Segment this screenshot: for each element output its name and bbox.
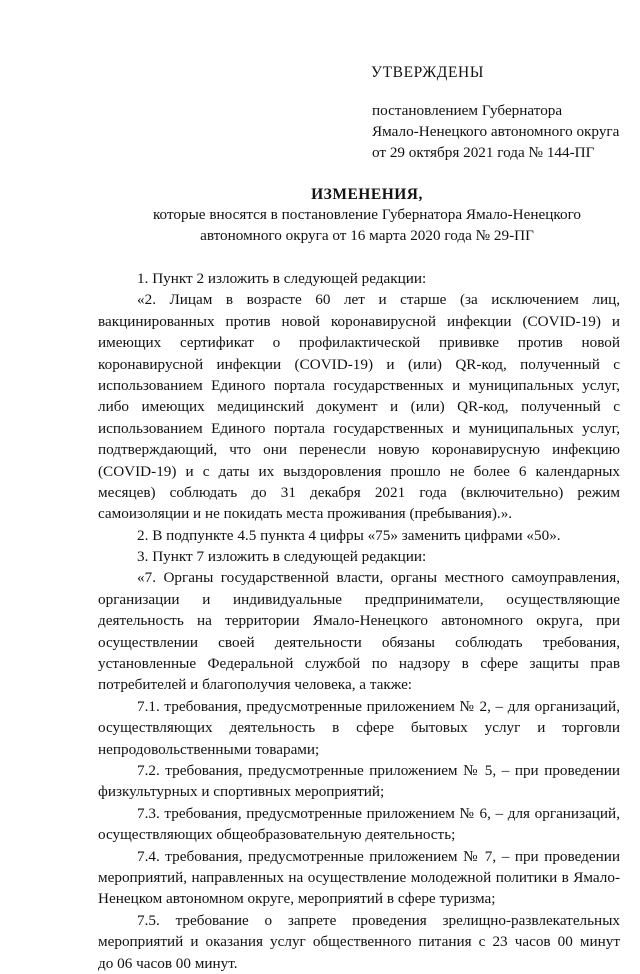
body-text-line: «2. Лицам в возрасте 60 лет и старше (за исключением лиц, xyxy=(137,291,620,309)
approval-line-1: постановлением Губернатора xyxy=(372,102,563,119)
body-text-line: 3. Пункт 7 изложить в следующей редакции: xyxy=(137,548,427,566)
body-text-line: физкультурных и спортивных мероприятий; xyxy=(98,783,385,801)
body-text-line: 7.5. требование о запрете проведения зрелищно-развлекательных xyxy=(137,911,620,929)
body-text-line: имеющих сертификат о профилактической прививке против новой xyxy=(98,334,620,352)
approval-line-3: от 29 октября 2021 года № 144-ПГ xyxy=(372,144,595,161)
body-text-line: мероприятий, направленных на осуществление молодежной политики в Ямало- xyxy=(98,868,620,886)
body-text-line: 7.2. требования, предусмотренные приложением № 5, – при проведении xyxy=(137,761,620,779)
body-text-line: использованием Единого портала государственных и муниципальных услуг, xyxy=(98,419,620,437)
body-text-line: осуществлении своей деятельности обязаны соблюдать требования, xyxy=(98,633,620,651)
body-text-line: до 06 часов 00 минут. xyxy=(98,954,238,972)
body-text-line: 2. В подпункте 4.5 пункта 4 цифры «75» заменить цифрами «50». xyxy=(137,526,561,544)
body-text-line: 7.3. требования, предусмотренные приложением № 6, – для организаций, xyxy=(137,804,620,822)
body-text-line: коронавирусной инфекции (COVID-19) и (или) QR-код, полученный с xyxy=(98,355,620,373)
body-text-line: потребителей и благополучия человека, а также: xyxy=(98,676,413,694)
body-text-line: организации и индивидуальные предприниматели, осуществляющие xyxy=(98,590,620,608)
body-text-line: «7. Органы государственной власти, органы местного самоуправления, xyxy=(137,569,620,587)
approval-heading: УТВЕРЖДЕНЫ xyxy=(371,64,484,81)
body-text-line: осуществляющих деятельность в сфере бытовых услуг и торговли xyxy=(98,719,620,737)
body-text-line: месяцев) соблюдать до 31 декабря 2021 года (включительно) режим xyxy=(98,483,620,501)
document-subtitle-line-1: которые вносятся в постановление Губернатора Ямало-Ненецкого xyxy=(152,206,582,223)
body-text-line: Ненецком автономном округе, мероприятий в сфере туризма; xyxy=(98,890,496,908)
body-text-line: установленные Федеральной службой по надзору в сфере защиты прав xyxy=(98,655,620,673)
body-text-line: вакцинированных против новой коронавирусной инфекции (COVID-19) и xyxy=(98,312,620,330)
body-text-line: мероприятий и оказания услуг общественного питания с 23 часов 00 минут xyxy=(98,933,620,951)
document-title: ИЗМЕНЕНИЯ, xyxy=(311,186,423,203)
body-text-line: непродовольственными товарами; xyxy=(98,740,320,758)
body-text-line: деятельность на территории Ямало-Ненецкого автономного округа, при xyxy=(98,612,620,630)
body-text-line: 1. Пункт 2 изложить в следующей редакции: xyxy=(137,270,427,287)
body-text-line: использованием Единого портала государственных и муниципальных услуг, xyxy=(98,376,620,394)
body-text-line: либо имеющих медицинский документ и (или) QR-код, полученный с xyxy=(98,398,620,416)
body-text-line: осуществляющих общеобразовательную деятельность; xyxy=(98,826,456,844)
body-text-line: (COVID-19) и с даты их выздоровления прошло не более 6 календарных xyxy=(98,462,620,480)
approval-line-2: Ямало-Ненецкого автономного округа xyxy=(372,123,620,140)
body-text-line: самоизоляции и не покидать места проживания (пребывания).». xyxy=(98,505,513,523)
body-text-line: подтверждающий, что они перенесли новую коронавирусную инфекцию xyxy=(98,441,620,459)
body-text-line: 7.4. требования, предусмотренные приложением № 7, – при проведении xyxy=(137,847,620,865)
body-text-line: 7.1. требования, предусмотренные приложением № 2, – для организаций, xyxy=(137,697,620,715)
document-subtitle-line-2: автономного округа от 16 марта 2020 года № 29-ПГ xyxy=(200,227,534,244)
document-body xyxy=(98,268,620,974)
